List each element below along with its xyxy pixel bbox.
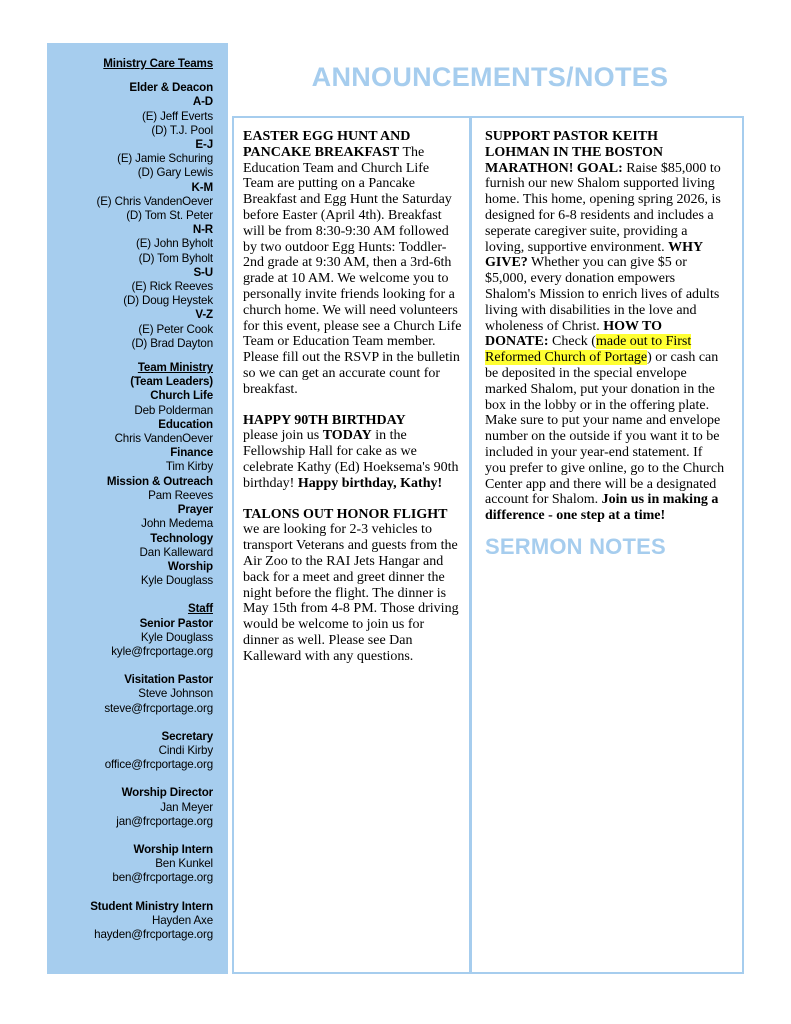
sidebar-heading: Ministry Care Teams bbox=[103, 57, 213, 70]
care-team-range: N-R bbox=[192, 223, 213, 237]
team-leader: Pam Reeves bbox=[148, 488, 213, 502]
staff-email: jan@frcportage.org bbox=[116, 814, 213, 828]
marathon-closing: Join us in making a difference - one step at a time! bbox=[485, 492, 719, 524]
staff-email: office@frcportage.org bbox=[104, 758, 213, 772]
marathon-announcement bbox=[485, 129, 725, 524]
marathon-why-label: WHY GIVE? bbox=[485, 239, 703, 271]
marathon-goal-label: GOAL: bbox=[576, 160, 623, 176]
elder-deacon-groups bbox=[47, 95, 213, 351]
staff-name: Jan Meyer bbox=[160, 800, 213, 814]
care-team-member: (D) Tom Byholt bbox=[138, 251, 213, 265]
staff-role: Senior Pastor bbox=[139, 616, 213, 630]
care-team-range: V-Z bbox=[195, 308, 213, 322]
staff-role: Worship Intern bbox=[133, 842, 213, 856]
marathon-how-text-2: ) or cash can be deposited in the special envelope marked Shalom, put your donation in the box in the lobby or in the offering plate. Make sure to put your name and envelope number on the outside if you want it to be included in your year-end statement. If you prefer to give online, go to the Church Center app and there will be a designated account for Shalom. bbox=[485, 350, 725, 508]
care-team-range: E-J bbox=[195, 138, 213, 152]
birthday-text-1: please join us bbox=[243, 428, 323, 444]
staff-email: kyle@frcportage.org bbox=[111, 644, 213, 658]
care-team-member: (E) Jamie Schuring bbox=[117, 152, 213, 166]
talons-announcement bbox=[243, 507, 463, 665]
team-name: Education bbox=[158, 417, 213, 431]
care-team-member: (D) Gary Lewis bbox=[137, 166, 213, 180]
staff-email: hayden@frcportage.org bbox=[94, 927, 213, 941]
talons-heading: TALONS OUT HONOR FLIGHT bbox=[243, 506, 448, 522]
marathon-heading: SUPPORT PASTOR KEITH LOHMAN IN THE BOSTON MARATHON! bbox=[485, 129, 664, 176]
elder-deacon-title: Elder & Deacon bbox=[129, 81, 213, 95]
team-name: Finance bbox=[170, 446, 213, 460]
team-name: Prayer bbox=[177, 503, 213, 517]
care-team-member: (D) Tom St. Peter bbox=[126, 209, 213, 223]
easter-heading: EASTER EGG HUNT AND PANCAKE BREAKFAST bbox=[243, 129, 411, 160]
care-team-member: (E) Jeff Everts bbox=[142, 109, 213, 123]
staff-role: Student Ministry Intern bbox=[90, 899, 213, 913]
sermon-notes-heading: SERMON NOTES bbox=[485, 533, 666, 559]
birthday-text-2: in the Fellowship Hall for cake as we celebrate Kathy (Ed) Hoeksema's 90th birthday! bbox=[243, 428, 459, 491]
birthday-heading: HAPPY 90TH BIRTHDAY bbox=[243, 412, 406, 428]
staff-title: Staff bbox=[187, 602, 213, 616]
marathon-goal-text: Raise $85,000 to furnish our new Shalom supported living home. This home, opening spring 2026, is designed for 6-8 residents and includes a seperate caregiver suite, providing a loving, supportive environment. bbox=[485, 160, 721, 255]
team-ministry-title: Team Ministry bbox=[137, 361, 213, 375]
staff-name: Ben Kunkel bbox=[155, 857, 213, 871]
team-ministry-subtitle: (Team Leaders) bbox=[130, 375, 213, 389]
team-name: Worship bbox=[167, 559, 213, 573]
staff-email: steve@frcportage.org bbox=[104, 701, 213, 715]
team-leader: John Medema bbox=[141, 517, 213, 531]
care-team-member: (E) Chris VandenOever bbox=[96, 194, 213, 208]
staff-name: Cindi Kirby bbox=[158, 743, 213, 757]
staff-list bbox=[47, 617, 213, 943]
staff-role: Secretary bbox=[161, 729, 213, 743]
birthday-announcement bbox=[243, 413, 463, 492]
column-divider bbox=[469, 116, 472, 974]
care-team-member: (D) Brad Dayton bbox=[131, 336, 213, 350]
care-team-member: (D) Doug Heystek bbox=[123, 294, 213, 308]
team-name: Church Life bbox=[150, 389, 213, 403]
staff-role: Visitation Pastor bbox=[124, 673, 213, 687]
staff-email: ben@frcportage.org bbox=[112, 871, 213, 885]
page-title: ANNOUNCEMENTS/NOTES bbox=[311, 62, 669, 92]
team-leader: Dan Kalleward bbox=[139, 545, 213, 559]
care-team-range: K-M bbox=[191, 180, 213, 194]
staff-name: Hayden Axe bbox=[151, 913, 213, 927]
team-leader: Deb Polderman bbox=[134, 403, 213, 417]
team-leader: Tim Kirby bbox=[165, 460, 213, 474]
care-team-range: S-U bbox=[193, 265, 213, 279]
marathon-how-label: HOW TO DONATE: bbox=[485, 318, 662, 350]
announcements-column-right bbox=[485, 129, 725, 559]
team-name: Mission & Outreach bbox=[106, 474, 213, 488]
easter-body: The Education Team and Church Life Team are putting on a Pancake Breakfast and Egg Hunt the Saturday before Easter (April 4th). Breakfast will be from 8:30-9:30 AM followed by two outdoor Egg Hunts: Toddler-2nd grade at 9:30 AM, then a 3rd-6th grade at 10 AM. We welcome you to personally invite friends looking for a church home. We will need volunteers for this event, please see a Church Life Team or Education Team member. Please fill out the RSVP in the bulletin so we can get an accurate count for breakfast. bbox=[243, 144, 462, 397]
care-team-member: (E) John Byholt bbox=[135, 237, 213, 251]
birthday-closing: Happy birthday, Kathy! bbox=[297, 475, 443, 491]
care-team-member: (E) Rick Reeves bbox=[131, 280, 213, 294]
staff-name: Kyle Douglass bbox=[140, 630, 213, 644]
announcements-column-left bbox=[243, 129, 463, 680]
team-leader: Kyle Douglass bbox=[140, 574, 213, 588]
birthday-today: TODAY bbox=[322, 428, 372, 444]
sidebar-directory bbox=[47, 43, 228, 974]
staff-name: Steve Johnson bbox=[138, 687, 213, 701]
marathon-highlight: made out to First Reformed Church of Portage bbox=[485, 334, 692, 366]
care-team-member: (E) Peter Cook bbox=[138, 322, 213, 336]
talons-body: we are looking for 2-3 vehicles to transport Veterans and guests from the Air Zoo to the RAI Jets Hangar and back for a meet and greet dinner the night before the flight. The dinner is May 15th from 4-8 PM. Those driving would be welcome to join us for dinner as well. Please see Dan Kalleward with any questions. bbox=[243, 522, 459, 664]
staff-role: Worship Director bbox=[121, 786, 213, 800]
team-name: Technology bbox=[150, 531, 213, 545]
care-team-range: A-D bbox=[192, 95, 213, 109]
care-team-member: (D) T.J. Pool bbox=[151, 123, 213, 137]
team-leader: Chris VandenOever bbox=[114, 432, 213, 446]
marathon-why-text: Whether you can give $5 or $5,000, every donation empowers Shalom's Mission to enrich lives of adults living with disabilities in the love and wholeness of Christ. bbox=[485, 255, 720, 334]
team-ministry-list bbox=[47, 389, 213, 588]
easter-announcement bbox=[243, 129, 463, 398]
marathon-how-text-1: Check ( bbox=[548, 334, 596, 350]
